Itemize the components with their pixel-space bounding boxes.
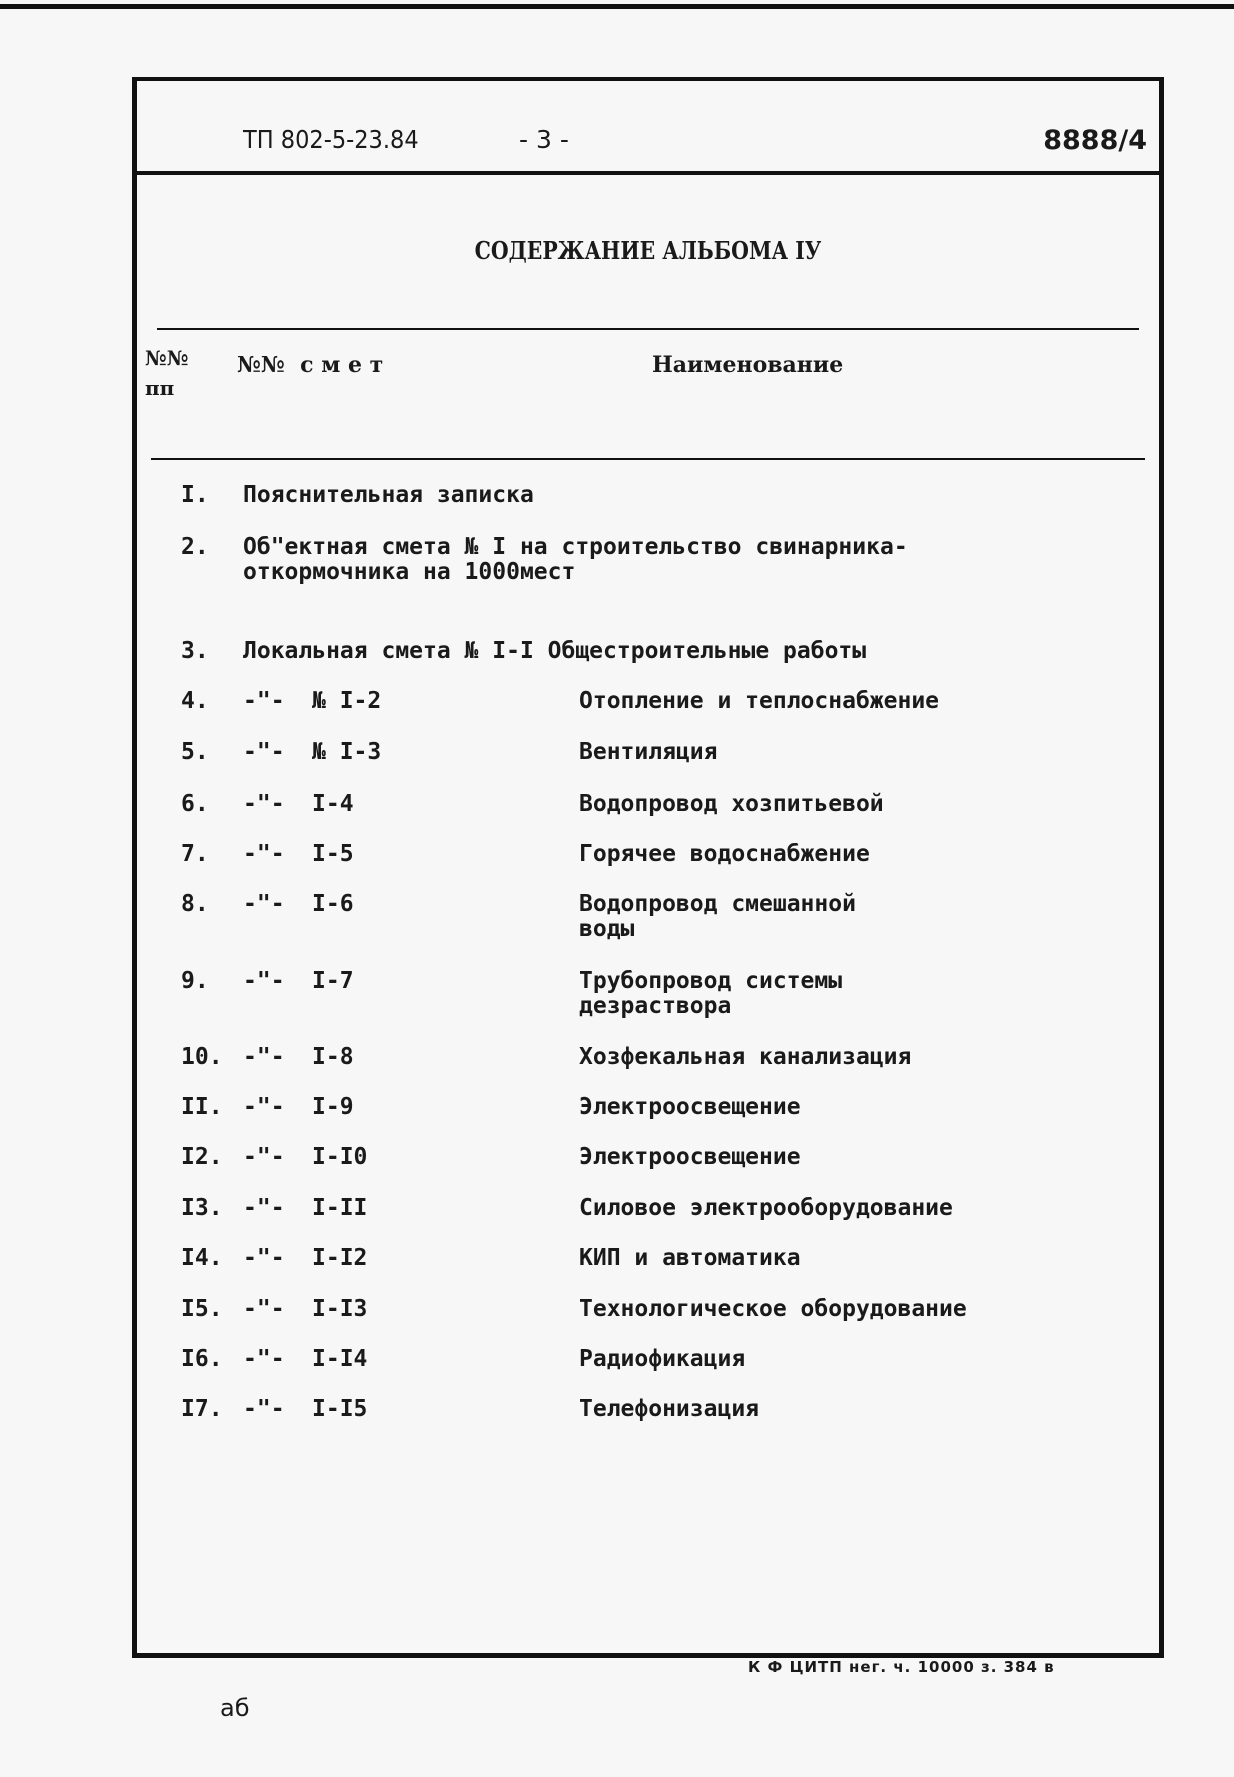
item-title: Пояснительная записка [243, 482, 534, 508]
ditto-mark: -"- [243, 739, 285, 765]
ditto-mark: -"- [243, 841, 285, 867]
estimate-code: I-I5 [312, 1396, 368, 1422]
item-number: 6. [181, 791, 209, 817]
ditto-mark: -"- [243, 968, 285, 994]
estimate-code: I-6 [312, 891, 354, 917]
estimate-code: I-9 [312, 1094, 354, 1120]
item-name: Силовое электрооборудование [579, 1195, 953, 1221]
ditto-mark: -"- [243, 791, 285, 817]
table-header-rule [151, 458, 1145, 460]
estimate-code: I-8 [312, 1044, 354, 1070]
estimate-code: № I-3 [312, 739, 382, 765]
item-number: I3. [181, 1195, 223, 1221]
column-header-estimate: №№ с м е т [237, 352, 384, 378]
item-number: 9. [181, 968, 209, 994]
ditto-mark: -"- [243, 688, 285, 714]
ditto-mark: -"- [243, 1296, 285, 1322]
page-number: - 3 - [519, 125, 569, 154]
table-top-rule [157, 328, 1139, 330]
scan-top-edge [0, 4, 1234, 9]
item-name: Отопление и теплоснабжение [579, 688, 940, 714]
item-name: Технологическое оборудование [579, 1296, 967, 1322]
estimate-code: I-II [312, 1195, 368, 1221]
ditto-mark: -"- [243, 1195, 285, 1221]
item-number: 8. [181, 891, 209, 917]
item-number: I7. [181, 1396, 223, 1422]
item-name: Горячее водоснабжение [579, 841, 870, 867]
ditto-mark: -"- [243, 1144, 285, 1170]
estimate-code: I-I3 [312, 1296, 368, 1322]
item-name: Хозфекальная канализация [579, 1044, 912, 1070]
item-number: I4. [181, 1245, 223, 1271]
album-number: 8888/4 [1043, 125, 1147, 156]
header-band [137, 81, 1159, 175]
item-number: I5. [181, 1296, 223, 1322]
item-name: Электроосвещение [579, 1144, 801, 1170]
item-number: I. [181, 482, 209, 508]
estimate-code: № I-2 [312, 688, 382, 714]
column-header-num: №№ пп [145, 346, 189, 400]
ditto-mark: -"- [243, 1396, 285, 1422]
print-info: К Ф ЦИТП нег. ч. 10000 з. 384 в [748, 1658, 1055, 1676]
item-title: Локальная смета № I-I Общестроительные работы [243, 638, 867, 664]
item-name: Трубопровод системы дезраствора [579, 968, 843, 1019]
document-frame [132, 77, 1164, 1658]
ditto-mark: -"- [243, 891, 285, 917]
item-name: Телефонизация [579, 1396, 760, 1422]
item-number: II. [181, 1094, 223, 1120]
estimate-code: I-I0 [312, 1144, 368, 1170]
estimate-code: I-7 [312, 968, 354, 994]
item-number: 5. [181, 739, 209, 765]
page-mark: аб [220, 1694, 250, 1722]
estimate-code: I-I2 [312, 1245, 368, 1271]
estimate-code: I-I4 [312, 1346, 368, 1372]
doc-code: ТП 802-5-23.84 [243, 125, 419, 154]
ditto-mark: -"- [243, 1044, 285, 1070]
item-name: Электроосвещение [579, 1094, 801, 1120]
estimate-code: I-5 [312, 841, 354, 867]
item-name: Водопровод смешанной воды [579, 891, 856, 942]
column-header-name: Наименование [652, 352, 844, 378]
item-number: 2. [181, 534, 209, 560]
item-name: КИП и автоматика [579, 1245, 801, 1271]
item-number: 10. [181, 1044, 223, 1070]
item-name: Радиофикация [579, 1346, 746, 1372]
item-number: I6. [181, 1346, 223, 1372]
item-name: Вентиляция [579, 739, 718, 765]
item-number: I2. [181, 1144, 223, 1170]
item-number: 7. [181, 841, 209, 867]
ditto-mark: -"- [243, 1346, 285, 1372]
item-name: Водопровод хозпитьевой [579, 791, 884, 817]
item-number: 4. [181, 688, 209, 714]
ditto-mark: -"- [243, 1094, 285, 1120]
estimate-code: I-4 [312, 791, 354, 817]
page-title: СОДЕРЖАНИЕ АЛЬБОМА IУ [474, 236, 822, 265]
item-number: 3. [181, 638, 209, 664]
ditto-mark: -"- [243, 1245, 285, 1271]
item-title: Об"ектная смета № I на строительство свинарника- откормочника на 1000мест [243, 534, 908, 585]
